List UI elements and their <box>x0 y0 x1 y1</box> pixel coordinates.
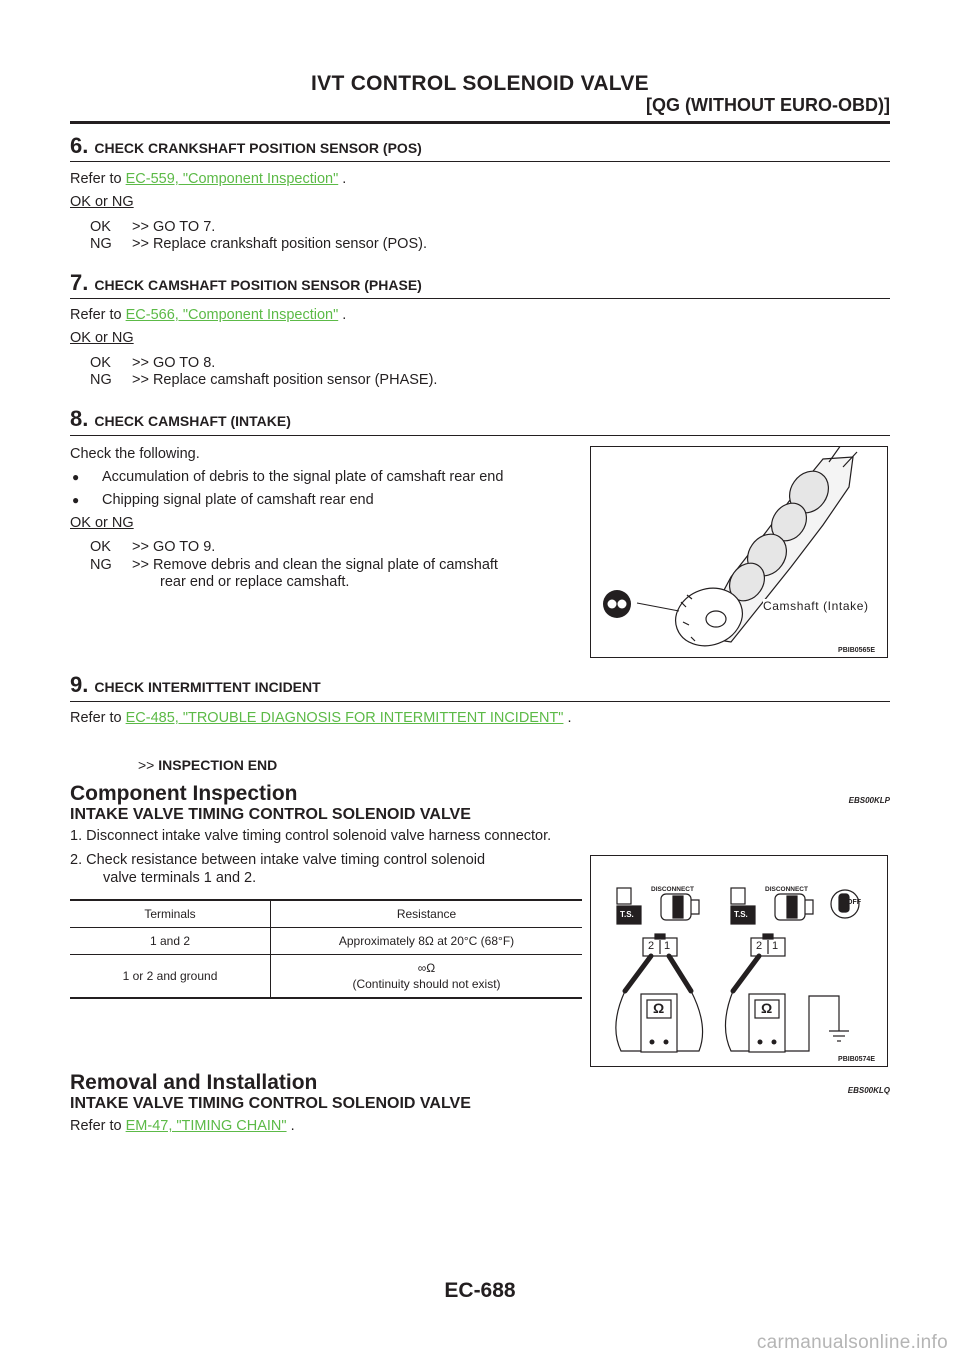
step-title: CHECK CAMSHAFT (INTAKE) <box>94 413 291 429</box>
end-arrow: >> <box>138 757 155 773</box>
divider <box>70 435 890 436</box>
camshaft-label: Camshaft (Intake) <box>763 599 869 613</box>
refer-suffix: . <box>338 171 347 187</box>
divider <box>70 701 890 702</box>
ok-result <box>90 355 215 371</box>
camshaft-figure <box>590 446 888 658</box>
ohm-icon: Ω <box>761 1000 773 1016</box>
table-cell: Approximately 8Ω at 20°C (68°F) <box>271 928 583 955</box>
pin-number: 1 <box>772 940 779 952</box>
resistance-check-figure <box>590 855 888 1067</box>
bullet-text: Chipping signal plate of camshaft rear end <box>102 492 374 508</box>
check-intro: Check the following. <box>70 446 200 462</box>
step-number: 9. <box>70 672 89 697</box>
pin-number: 1 <box>664 940 671 952</box>
disconnect-label: DISCONNECT <box>765 886 808 893</box>
resistance-note: (Continuity should not exist) <box>352 977 501 991</box>
section-subtitle: INTAKE VALVE TIMING CONTROL SOLENOID VALVE <box>70 1095 471 1112</box>
refer-line <box>70 1118 295 1134</box>
bullet-icon: ● <box>72 470 80 484</box>
table-row <box>70 955 582 998</box>
ohm-icon: Ω <box>653 1000 665 1016</box>
refer-line <box>70 171 346 187</box>
table-row <box>70 928 582 955</box>
ohmmeter-illustration <box>591 856 887 1066</box>
ok-key: OK <box>90 219 111 235</box>
refer-suffix: . <box>286 1118 295 1134</box>
divider <box>70 298 890 299</box>
pin-number: 2 <box>756 940 763 952</box>
table-bottom-rule <box>70 997 582 999</box>
ng-text: >> Replace crankshaft position sensor (POS). <box>132 236 427 252</box>
magnifier-icon <box>603 590 631 618</box>
ng-result <box>90 372 437 388</box>
reference-link[interactable]: EC-485, "TROUBLE DIAGNOSIS FOR INTERMITTENT INCIDENT" <box>125 710 564 726</box>
section-title: Removal and Installation <box>70 1071 318 1094</box>
instruction-2-continued: valve terminals 1 and 2. <box>103 870 257 886</box>
ng-result-continued: rear end or replace camshaft. <box>160 574 350 590</box>
ts-label: T.S. <box>734 910 748 919</box>
ng-key: NG <box>90 372 112 388</box>
reference-link[interactable]: EC-559, "Component Inspection" <box>125 171 339 187</box>
step-9-heading <box>70 672 321 698</box>
off-label: OFF <box>847 899 861 906</box>
section-code: EBS00KLQ <box>847 1086 890 1095</box>
disconnect-label: DISCONNECT <box>651 886 694 893</box>
column-header: Resistance <box>271 901 583 928</box>
ng-key: NG <box>90 557 112 573</box>
ng-text: >> Replace camshaft position sensor (PHASE). <box>132 372 438 388</box>
ok-key: OK <box>90 355 111 371</box>
watermark: carmanualsonline.info <box>756 1332 948 1353</box>
bullet-text: Accumulation of debris to the signal plate of camshaft rear end <box>102 469 504 485</box>
refer-line <box>70 307 346 323</box>
step-number: 7. <box>70 270 89 295</box>
ng-result <box>90 557 580 573</box>
step-number: 8. <box>70 406 89 431</box>
page-title: IVT CONTROL SOLENOID VALVE <box>311 72 649 95</box>
refer-suffix: . <box>338 307 347 323</box>
table-header-row <box>70 901 582 928</box>
ok-or-ng-label: OK or NG <box>70 194 134 210</box>
step-title: CHECK CRANKSHAFT POSITION SENSOR (POS) <box>94 140 422 156</box>
section-subtitle: INTAKE VALVE TIMING CONTROL SOLENOID VALVE <box>70 806 471 823</box>
reference-link[interactable]: EM-47, "TIMING CHAIN" <box>125 1118 287 1134</box>
header-rule <box>70 121 890 124</box>
refer-prefix: Refer to <box>70 171 126 187</box>
ok-result <box>90 539 215 555</box>
camshaft-illustration <box>591 447 887 657</box>
instruction-2: 2. Check resistance between intake valve timing control solenoid <box>70 852 486 868</box>
section-title: Component Inspection <box>70 782 298 805</box>
ok-text: >> GO TO 7. <box>132 219 216 235</box>
step-6-heading <box>70 133 422 159</box>
end-text: INSPECTION END <box>158 757 278 773</box>
pin-number: 2 <box>648 940 655 952</box>
reference-link[interactable]: EC-566, "Component Inspection" <box>125 307 339 323</box>
table-cell <box>271 955 583 998</box>
step-title: CHECK INTERMITTENT INCIDENT <box>94 679 321 695</box>
ok-text: >> GO TO 8. <box>132 355 216 371</box>
ok-or-ng-label: OK or NG <box>70 330 134 346</box>
step-8-heading <box>70 406 291 432</box>
ts-label: T.S. <box>620 910 634 919</box>
resistance-value: ∞Ω <box>417 961 436 975</box>
figure-code: PBIB0565E <box>838 647 875 654</box>
ok-result <box>90 219 215 235</box>
step-number: 6. <box>70 133 89 158</box>
table-cell: 1 and 2 <box>70 928 271 955</box>
section-code: EBS00KLP <box>848 796 890 805</box>
ok-or-ng-label: OK or NG <box>70 515 134 531</box>
refer-prefix: Refer to <box>70 1118 126 1134</box>
refer-prefix: Refer to <box>70 307 126 323</box>
inspection-end <box>138 757 277 773</box>
step-title: CHECK CAMSHAFT POSITION SENSOR (PHASE) <box>94 277 422 293</box>
resistance-table <box>70 899 582 999</box>
figure-code: PBIB0574E <box>838 1056 875 1063</box>
page-number: EC-688 <box>444 1279 516 1302</box>
ok-key: OK <box>90 539 111 555</box>
refer-suffix: . <box>563 710 572 726</box>
instruction-1: 1. Disconnect intake valve timing control solenoid valve harness connector. <box>70 828 552 844</box>
refer-line <box>70 710 572 726</box>
divider <box>70 161 890 162</box>
ng-key: NG <box>90 236 112 252</box>
step-7-heading <box>70 270 422 296</box>
bullet-icon: ● <box>72 493 80 507</box>
bullet-item <box>72 469 503 485</box>
bullet-item <box>72 492 374 508</box>
table-cell: 1 or 2 and ground <box>70 955 271 998</box>
ok-text: >> GO TO 9. <box>132 539 216 555</box>
ng-result <box>90 236 427 252</box>
refer-prefix: Refer to <box>70 710 126 726</box>
ng-text: >> Remove debris and clean the signal plate of camshaft <box>132 557 498 573</box>
page-subtitle: [QG (WITHOUT EURO-OBD)] <box>646 95 890 115</box>
column-header: Terminals <box>70 901 271 928</box>
